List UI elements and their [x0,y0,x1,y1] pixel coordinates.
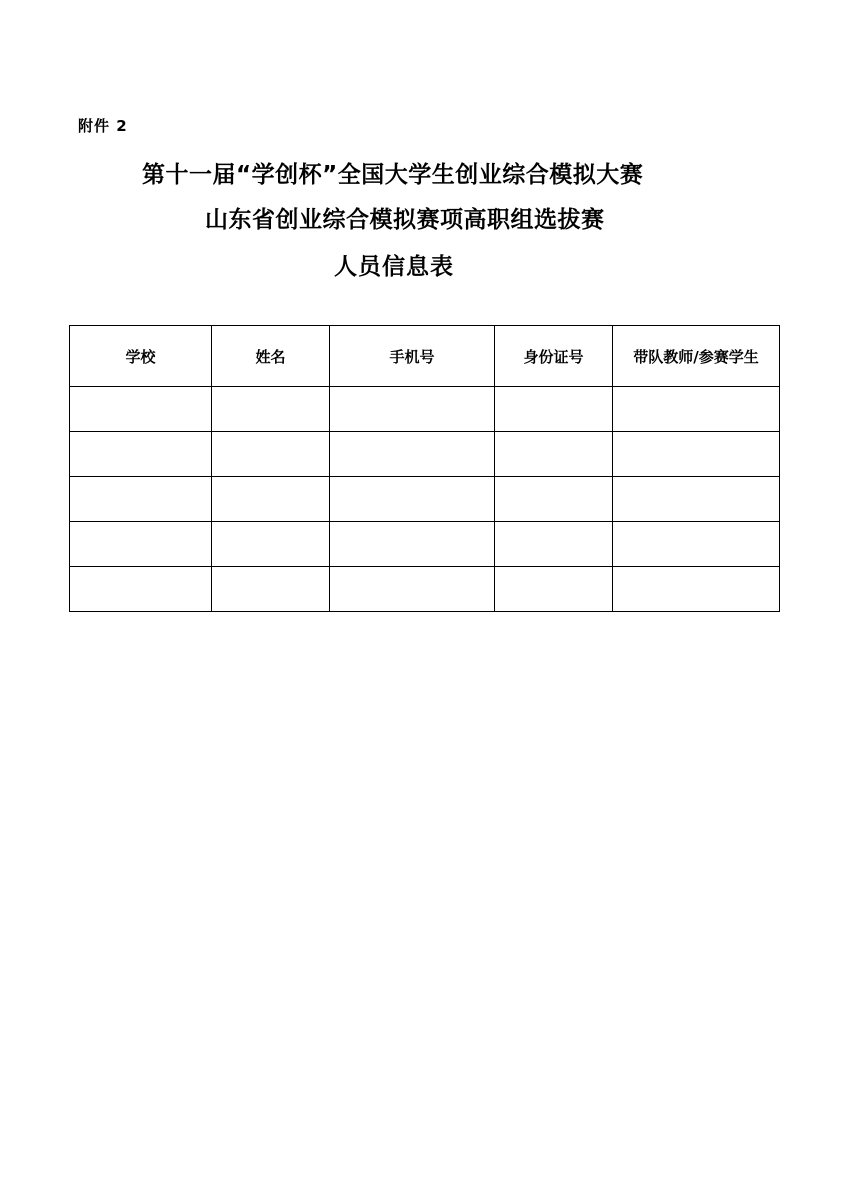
table-cell [212,387,330,432]
table-cell [495,522,613,567]
table-header-row [70,326,780,387]
document-title-line-1: 第十一届“学创杯”全国大学生创业综合模拟大赛 [142,162,644,188]
table-row [70,432,780,477]
attachment-label: 附件 2 [78,117,128,135]
document-title-line-2: 山东省创业综合模拟赛项高职组选拔赛 [205,207,605,233]
header-role: 带队教师/参赛学生 [613,326,780,387]
table-cell [495,387,613,432]
table-cell [70,477,212,522]
table-cell [495,567,613,612]
table-row [70,567,780,612]
table-cell [613,432,780,477]
table-cell [212,567,330,612]
header-id-number: 身份证号 [495,326,613,387]
table-cell [212,432,330,477]
table-cell [613,567,780,612]
table-cell [613,477,780,522]
document-title-line-3: 人员信息表 [334,254,454,280]
table-cell [70,522,212,567]
table-cell [330,387,495,432]
table-cell [613,522,780,567]
personnel-info-table [69,325,780,612]
header-school: 学校 [70,326,212,387]
table-cell [212,522,330,567]
table-cell [330,432,495,477]
table-cell [495,432,613,477]
table-cell [212,477,330,522]
header-phone: 手机号 [330,326,495,387]
table-cell [613,387,780,432]
table-cell [330,522,495,567]
table-cell [70,567,212,612]
table-cell [330,567,495,612]
table-cell [495,477,613,522]
table-cell [330,477,495,522]
table-row [70,477,780,522]
table-cell [70,387,212,432]
header-name: 姓名 [212,326,330,387]
table-row [70,522,780,567]
table-cell [70,432,212,477]
table-row [70,387,780,432]
